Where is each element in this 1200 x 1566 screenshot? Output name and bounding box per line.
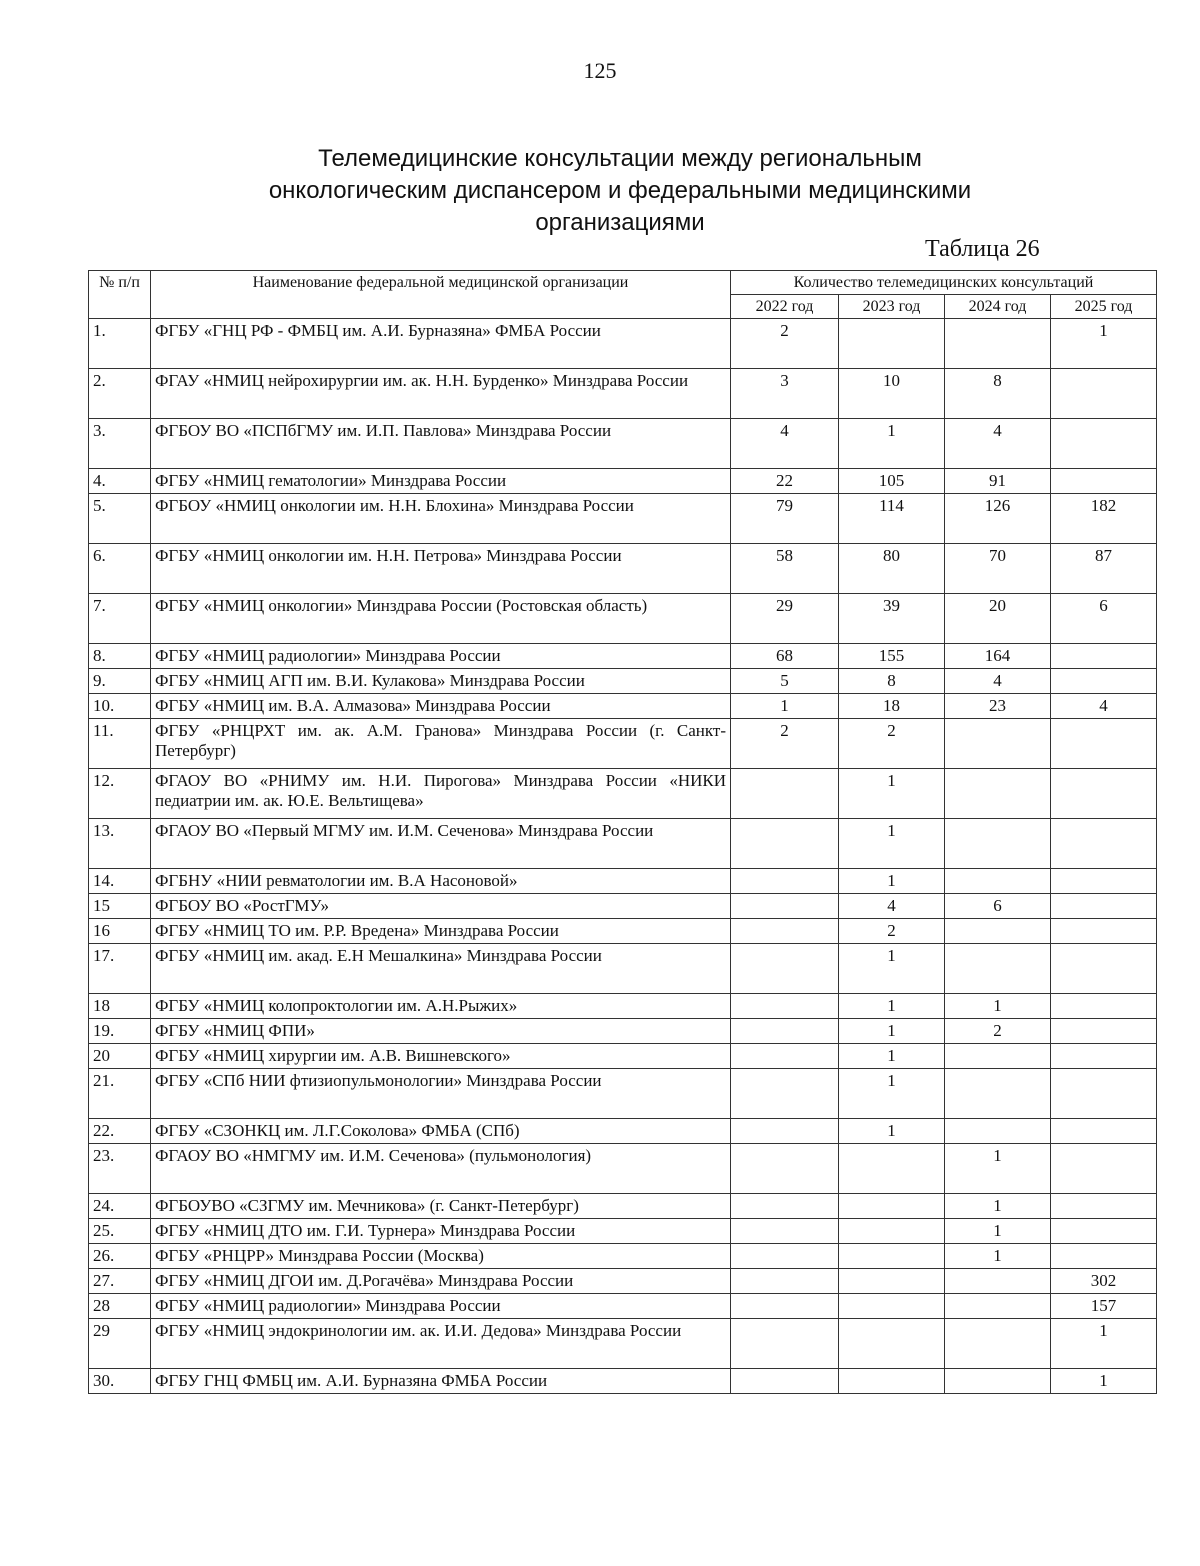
organization-name: ФГБУ «НМИЦ ФПИ» xyxy=(151,1019,731,1044)
row-number: 29 xyxy=(89,1319,151,1369)
table-row xyxy=(89,1044,1157,1069)
organization-name: ФГБУ «НМИЦ АГП им. В.И. Кулакова» Минздрава России xyxy=(151,669,731,694)
row-number: 17. xyxy=(89,944,151,994)
count-2023: 114 xyxy=(839,494,945,544)
table-row xyxy=(89,1144,1157,1194)
count-2025 xyxy=(1051,869,1157,894)
count-2025: 1 xyxy=(1051,1319,1157,1369)
organization-name: ФГБУ «НМИЦ ДГОИ им. Д.Рогачёва» Минздрава России xyxy=(151,1269,731,1294)
organization-name: ФГБНУ «НИИ ревматологии им. В.А Насоновой» xyxy=(151,869,731,894)
table-row xyxy=(89,894,1157,919)
count-2024 xyxy=(945,869,1051,894)
organization-name: ФГБУ «НМИЦ ТО им. Р.Р. Вредена» Минздрава России xyxy=(151,919,731,944)
header-year-2024: 2024 год xyxy=(945,295,1051,319)
count-2023: 1 xyxy=(839,869,945,894)
row-number: 7. xyxy=(89,594,151,644)
count-2025 xyxy=(1051,1069,1157,1119)
count-2024: 1 xyxy=(945,1244,1051,1269)
table-row xyxy=(89,419,1157,469)
organization-name: ФГБУ «СЗОНКЦ им. Л.Г.Соколова» ФМБА (СПб) xyxy=(151,1119,731,1144)
organization-name: ФГАОУ ВО «Первый МГМУ им. И.М. Сеченова» Минздрава России xyxy=(151,819,731,869)
row-number: 24. xyxy=(89,1194,151,1219)
count-2023: 1 xyxy=(839,1044,945,1069)
count-2025: 302 xyxy=(1051,1269,1157,1294)
row-number: 9. xyxy=(89,669,151,694)
count-2022 xyxy=(731,1244,839,1269)
count-2024: 126 xyxy=(945,494,1051,544)
count-2023: 155 xyxy=(839,644,945,669)
count-2022: 3 xyxy=(731,369,839,419)
count-2024 xyxy=(945,1269,1051,1294)
row-number: 21. xyxy=(89,1069,151,1119)
organization-name: ФГБУ «РНЦРР» Минздрава России (Москва) xyxy=(151,1244,731,1269)
count-2023 xyxy=(839,1219,945,1244)
row-number: 10. xyxy=(89,694,151,719)
count-2023: 1 xyxy=(839,1019,945,1044)
row-number: 2. xyxy=(89,369,151,419)
count-2025: 6 xyxy=(1051,594,1157,644)
organization-name: ФГБУ «НМИЦ им. акад. Е.Н Мешалкина» Минздрава России xyxy=(151,944,731,994)
count-2024 xyxy=(945,319,1051,369)
count-2025 xyxy=(1051,1219,1157,1244)
count-2022: 2 xyxy=(731,319,839,369)
count-2022 xyxy=(731,1319,839,1369)
count-2022: 22 xyxy=(731,469,839,494)
table-row xyxy=(89,319,1157,369)
count-2024 xyxy=(945,919,1051,944)
count-2024 xyxy=(945,769,1051,819)
count-2024 xyxy=(945,1319,1051,1369)
table-row xyxy=(89,369,1157,419)
count-2023: 1 xyxy=(839,944,945,994)
count-2023: 10 xyxy=(839,369,945,419)
organization-name: ФГБОУ ВО «РостГМУ» xyxy=(151,894,731,919)
count-2023: 1 xyxy=(839,819,945,869)
count-2025 xyxy=(1051,919,1157,944)
table-row xyxy=(89,819,1157,869)
count-2025 xyxy=(1051,1194,1157,1219)
row-number: 14. xyxy=(89,869,151,894)
count-2023 xyxy=(839,1319,945,1369)
row-number: 11. xyxy=(89,719,151,769)
count-2023 xyxy=(839,1194,945,1219)
count-2025 xyxy=(1051,1119,1157,1144)
count-2025: 182 xyxy=(1051,494,1157,544)
table-row xyxy=(89,1119,1157,1144)
table-row xyxy=(89,1219,1157,1244)
organization-name: ФГБУ «НМИЦ ДТО им. Г.И. Турнера» Минздрава России xyxy=(151,1219,731,1244)
count-2024: 6 xyxy=(945,894,1051,919)
count-2024 xyxy=(945,1069,1051,1119)
count-2023: 1 xyxy=(839,419,945,469)
count-2023: 1 xyxy=(839,769,945,819)
header-year-2022: 2022 год xyxy=(731,295,839,319)
table-row xyxy=(89,694,1157,719)
count-2022 xyxy=(731,1044,839,1069)
consultations-table xyxy=(88,270,1157,1394)
row-number: 12. xyxy=(89,769,151,819)
count-2022: 29 xyxy=(731,594,839,644)
count-2024 xyxy=(945,1119,1051,1144)
table-row xyxy=(89,719,1157,769)
table-row xyxy=(89,994,1157,1019)
row-number: 30. xyxy=(89,1369,151,1394)
count-2023: 8 xyxy=(839,669,945,694)
count-2025 xyxy=(1051,944,1157,994)
count-2024: 1 xyxy=(945,994,1051,1019)
count-2023: 1 xyxy=(839,1069,945,1119)
count-2022 xyxy=(731,894,839,919)
count-2025 xyxy=(1051,819,1157,869)
count-2022: 58 xyxy=(731,544,839,594)
count-2022 xyxy=(731,869,839,894)
organization-name: ФГАОУ ВО «РНИМУ им. Н.И. Пирогова» Минздрава России «НИКИ педиатрии им. ак. Ю.Е. Вельтищева» xyxy=(151,769,731,819)
table-row xyxy=(89,1369,1157,1394)
count-2024 xyxy=(945,719,1051,769)
table-row xyxy=(89,1194,1157,1219)
table-caption: Таблица 26 xyxy=(925,236,1040,262)
count-2024: 164 xyxy=(945,644,1051,669)
organization-name: ФГБОУВО «СЗГМУ им. Мечникова» (г. Санкт-Петербург) xyxy=(151,1194,731,1219)
count-2022: 68 xyxy=(731,644,839,669)
organization-name: ФГАОУ ВО «НМГМУ им. И.М. Сеченова» (пульмонология) xyxy=(151,1144,731,1194)
count-2024: 1 xyxy=(945,1219,1051,1244)
count-2024 xyxy=(945,1294,1051,1319)
count-2022 xyxy=(731,1144,839,1194)
count-2022: 5 xyxy=(731,669,839,694)
count-2022 xyxy=(731,1294,839,1319)
count-2025 xyxy=(1051,719,1157,769)
table-row xyxy=(89,1019,1157,1044)
organization-name: ФГБУ «РНЦРХТ им. ак. А.М. Гранова» Минздрава России (г. Санкт-Петербург) xyxy=(151,719,731,769)
table-row xyxy=(89,1244,1157,1269)
table-row xyxy=(89,944,1157,994)
organization-name: ФГБОУ «НМИЦ онкологии им. Н.Н. Блохина» Минздрава России xyxy=(151,494,731,544)
table-row xyxy=(89,669,1157,694)
count-2025: 157 xyxy=(1051,1294,1157,1319)
count-2025 xyxy=(1051,369,1157,419)
table-row xyxy=(89,1319,1157,1369)
header-count-group: Количество телемедицинских консультаций xyxy=(731,271,1157,295)
count-2023 xyxy=(839,319,945,369)
table-row xyxy=(89,869,1157,894)
count-2023 xyxy=(839,1369,945,1394)
table-row xyxy=(89,544,1157,594)
count-2023: 18 xyxy=(839,694,945,719)
count-2024 xyxy=(945,944,1051,994)
count-2022 xyxy=(731,1019,839,1044)
organization-name: ФГБУ «НМИЦ эндокринологии им. ак. И.И. Дедова» Минздрава России xyxy=(151,1319,731,1369)
table-row xyxy=(89,919,1157,944)
count-2022 xyxy=(731,944,839,994)
count-2025 xyxy=(1051,1044,1157,1069)
count-2025 xyxy=(1051,419,1157,469)
row-number: 4. xyxy=(89,469,151,494)
count-2025 xyxy=(1051,894,1157,919)
count-2024 xyxy=(945,819,1051,869)
table-row xyxy=(89,1269,1157,1294)
row-number: 8. xyxy=(89,644,151,669)
count-2025: 1 xyxy=(1051,319,1157,369)
count-2022 xyxy=(731,1269,839,1294)
table-body xyxy=(89,319,1157,1394)
count-2023: 1 xyxy=(839,1119,945,1144)
count-2023 xyxy=(839,1269,945,1294)
table-row xyxy=(89,594,1157,644)
count-2023: 39 xyxy=(839,594,945,644)
count-2022 xyxy=(731,1219,839,1244)
count-2022 xyxy=(731,919,839,944)
count-2023: 2 xyxy=(839,919,945,944)
count-2023: 105 xyxy=(839,469,945,494)
header-year-2023: 2023 год xyxy=(839,295,945,319)
table-row xyxy=(89,1294,1157,1319)
count-2025: 87 xyxy=(1051,544,1157,594)
organization-name: ФГАУ «НМИЦ нейрохирургии им. ак. Н.Н. Бурденко» Минздрава России xyxy=(151,369,731,419)
row-number: 23. xyxy=(89,1144,151,1194)
row-number: 19. xyxy=(89,1019,151,1044)
row-number: 15 xyxy=(89,894,151,919)
organization-name: ФГБОУ ВО «ПСПбГМУ им. И.П. Павлова» Минздрава России xyxy=(151,419,731,469)
count-2025 xyxy=(1051,1244,1157,1269)
header-name: Наименование федеральной медицинской организации xyxy=(151,271,731,319)
count-2025 xyxy=(1051,469,1157,494)
organization-name: ФГБУ «ГНЦ РФ - ФМБЦ им. А.И. Бурназяна» ФМБА России xyxy=(151,319,731,369)
count-2023: 1 xyxy=(839,994,945,1019)
count-2024 xyxy=(945,1044,1051,1069)
count-2023: 2 xyxy=(839,719,945,769)
page-number: 125 xyxy=(583,58,617,83)
count-2023: 4 xyxy=(839,894,945,919)
organization-name: ФГБУ «НМИЦ им. В.А. Алмазова» Минздрава России xyxy=(151,694,731,719)
count-2022: 4 xyxy=(731,419,839,469)
count-2022 xyxy=(731,769,839,819)
count-2024: 4 xyxy=(945,669,1051,694)
count-2025: 1 xyxy=(1051,1369,1157,1394)
row-number: 5. xyxy=(89,494,151,544)
count-2022 xyxy=(731,819,839,869)
table-row xyxy=(89,1069,1157,1119)
row-number: 6. xyxy=(89,544,151,594)
count-2023: 80 xyxy=(839,544,945,594)
count-2022 xyxy=(731,1369,839,1394)
count-2022 xyxy=(731,1119,839,1144)
title-line: организациями xyxy=(535,209,705,236)
count-2024: 20 xyxy=(945,594,1051,644)
count-2025 xyxy=(1051,644,1157,669)
row-number: 18 xyxy=(89,994,151,1019)
count-2025 xyxy=(1051,669,1157,694)
row-number: 27. xyxy=(89,1269,151,1294)
organization-name: ФГБУ «НМИЦ хирургии им. А.В. Вишневского» xyxy=(151,1044,731,1069)
organization-name: ФГБУ «СПб НИИ фтизиопульмонологии» Минздрава России xyxy=(151,1069,731,1119)
count-2024: 4 xyxy=(945,419,1051,469)
header-year-2025: 2025 год xyxy=(1051,295,1157,319)
title-line: онкологическим диспансером и федеральными медицинскими xyxy=(268,177,972,204)
table-row xyxy=(89,644,1157,669)
count-2025 xyxy=(1051,769,1157,819)
count-2023 xyxy=(839,1144,945,1194)
organization-name: ФГБУ «НМИЦ онкологии им. Н.Н. Петрова» Минздрава России xyxy=(151,544,731,594)
count-2025 xyxy=(1051,1019,1157,1044)
count-2024: 23 xyxy=(945,694,1051,719)
row-number: 26. xyxy=(89,1244,151,1269)
count-2022: 1 xyxy=(731,694,839,719)
count-2024: 1 xyxy=(945,1144,1051,1194)
organization-name: ФГБУ ГНЦ ФМБЦ им. А.И. Бурназяна ФМБА России xyxy=(151,1369,731,1394)
count-2024: 91 xyxy=(945,469,1051,494)
table-row xyxy=(89,769,1157,819)
count-2024: 70 xyxy=(945,544,1051,594)
count-2022 xyxy=(731,1194,839,1219)
title-line: Телемедицинские консультации между региональным xyxy=(318,145,922,172)
row-number: 20 xyxy=(89,1044,151,1069)
organization-name: ФГБУ «НМИЦ колопроктологии им. А.Н.Рыжих» xyxy=(151,994,731,1019)
count-2022 xyxy=(731,994,839,1019)
count-2022: 2 xyxy=(731,719,839,769)
row-number: 25. xyxy=(89,1219,151,1244)
count-2025 xyxy=(1051,1144,1157,1194)
organization-name: ФГБУ «НМИЦ радиологии» Минздрава России xyxy=(151,1294,731,1319)
count-2025: 4 xyxy=(1051,694,1157,719)
row-number: 22. xyxy=(89,1119,151,1144)
count-2024: 2 xyxy=(945,1019,1051,1044)
row-number: 3. xyxy=(89,419,151,469)
table-row xyxy=(89,494,1157,544)
organization-name: ФГБУ «НМИЦ онкологии» Минздрава России (Ростовская область) xyxy=(151,594,731,644)
row-number: 13. xyxy=(89,819,151,869)
row-number: 28 xyxy=(89,1294,151,1319)
count-2022 xyxy=(731,1069,839,1119)
count-2024 xyxy=(945,1369,1051,1394)
table-row xyxy=(89,469,1157,494)
document-title xyxy=(200,143,1040,239)
organization-name: ФГБУ «НМИЦ радиологии» Минздрава России xyxy=(151,644,731,669)
count-2023 xyxy=(839,1244,945,1269)
organization-name: ФГБУ «НМИЦ гематологии» Минздрава России xyxy=(151,469,731,494)
header-num: № п/п xyxy=(89,271,151,319)
count-2023 xyxy=(839,1294,945,1319)
count-2022: 79 xyxy=(731,494,839,544)
count-2024: 8 xyxy=(945,369,1051,419)
row-number: 1. xyxy=(89,319,151,369)
count-2025 xyxy=(1051,994,1157,1019)
row-number: 16 xyxy=(89,919,151,944)
count-2024: 1 xyxy=(945,1194,1051,1219)
